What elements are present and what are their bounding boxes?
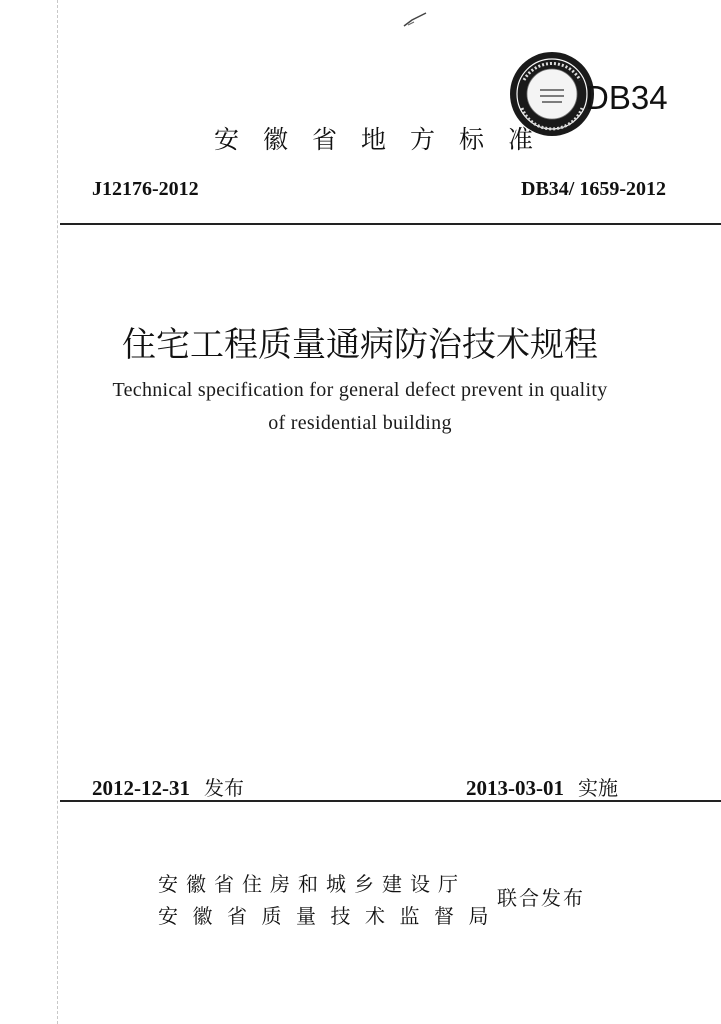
issuer-housing-department: 安徽省住房和城乡建设厅 [158,872,466,896]
effective-info [466,773,618,803]
effective-label: 实施 [578,776,618,800]
issuer-quality-bureau: 安徽省质量技术监督局 [158,904,503,928]
english-title-line-1: Technical specification for general defect prevent in quality [112,379,608,401]
effective-date: 2013-03-01 [466,776,564,800]
publish-info [92,773,244,803]
standard-type-heading: 安徽省地方标准 [214,125,558,154]
db34-logo: DB34 [585,79,668,116]
chinese-title: 住宅工程质量通病防治技术规程 [122,325,598,365]
joint-release-label: 联合发布 [497,886,585,910]
scan-mark-icon [400,8,430,32]
top-divider [60,223,721,225]
publish-date: 2012-12-31 [92,776,190,800]
publish-label: 发布 [204,776,244,800]
scan-edge-line [57,0,58,1024]
issuing-agencies [158,868,503,932]
english-title-line-2: of residential building [268,412,452,434]
bottom-divider [60,800,721,802]
standard-number: DB34/ 1659-2012 [521,178,666,200]
record-number: J12176-2012 [92,178,199,200]
